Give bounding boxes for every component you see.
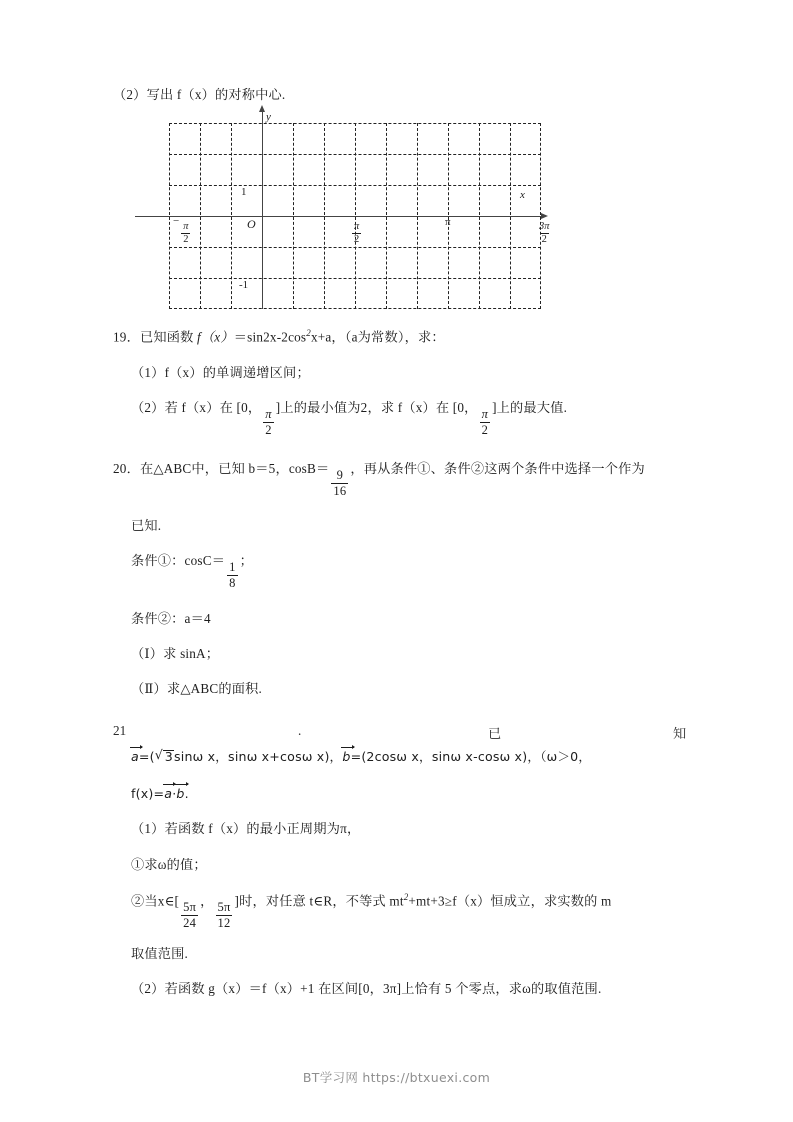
y-axis-arrow-icon — [259, 105, 265, 112]
q20-stem — [113, 462, 713, 497]
q21-fx-post: . — [184, 785, 189, 801]
gridline-horizontal — [169, 247, 541, 248]
fraction-5pi-over-24: $\frac{5\pi}{24}$ — [183, 900, 197, 930]
fraction-pi-over-2: $\frac{\pi}{2}$ — [481, 407, 489, 437]
question-19 — [113, 329, 713, 436]
vector-b: b — [176, 785, 185, 801]
minus-sign: − — [173, 215, 180, 228]
q19-part2 — [113, 401, 713, 436]
q19-stem-eq: ＝sin2x‑2cos — [233, 329, 307, 345]
q21-sub1: ①求ω的值； — [131, 856, 207, 872]
x-tick-pi-over-2 — [350, 215, 363, 246]
q21-sub2-b: ]时，对任意 t∈R，不等式 mt — [234, 893, 404, 909]
q21-sparse-header — [113, 723, 713, 742]
gridline-horizontal — [169, 278, 541, 279]
y-tick-neg1: -1 — [239, 279, 249, 292]
x-tick-pi: π — [445, 216, 451, 229]
q21-part1: （1）若函数 f（x）的最小正周期为π， — [131, 821, 361, 837]
x-axis-label: x — [520, 189, 525, 202]
gridline-horizontal — [169, 154, 541, 155]
q21-part2: （2）若函数 g（x）＝f（x）+1 在区间[0，3π]上恰有 5 个零点，求ω的取值范围. — [131, 981, 602, 997]
q20-condition-1 — [113, 554, 713, 589]
q19-part2-a: （2）若 f（x）在 [0， — [131, 400, 262, 415]
q21-eq1: =( — [138, 749, 155, 765]
q20-stem-cont: 已知. — [131, 518, 162, 534]
q19-part1: （1）f（x）的单调递增区间； — [131, 364, 310, 380]
q21-sub2-cont: 取值范围. — [131, 946, 189, 962]
q20-stem-a: 20．在△ABC中，已知 b＝5，cosB＝ — [113, 461, 330, 477]
q20-cond1-b: ； — [239, 553, 253, 569]
q21-vector-definition — [113, 749, 713, 764]
dot-product-operator: · — [172, 785, 177, 801]
q18-part2: （2）写出 f（x）的对称中心. — [113, 87, 286, 102]
x-axis — [135, 216, 541, 217]
q19-part2-b: ]上的最小值为2，求 f（x）在 [0， — [275, 400, 478, 415]
q19-part2-c: ]上的最大值. — [492, 400, 568, 415]
vector-a: a — [164, 785, 173, 801]
coordinate-graph-figure — [135, 111, 550, 311]
q21-exponent: 2 — [403, 891, 409, 902]
x-tick-3pi-over-2 — [535, 215, 553, 246]
q21-dot: . — [298, 723, 302, 739]
q21-fx-definition — [113, 786, 713, 801]
q20-part-1: （Ⅰ）求 sinA； — [131, 645, 220, 661]
y-axis — [262, 111, 263, 309]
y-axis-label: y — [266, 111, 271, 124]
question-21 — [113, 723, 713, 996]
x-tick-neg-pi-over-2 — [173, 215, 192, 246]
fraction: $\frac{\pi}{2}$ — [354, 220, 360, 246]
q21-sub2 — [113, 893, 713, 930]
fraction-pi-over-2: $\frac{\pi}{2}$ — [265, 407, 272, 437]
sqrt-3: √ 3 — [154, 747, 174, 765]
q21-sub2-c: +mt+3≥f（x）恒成立，求实数的 m — [408, 893, 612, 909]
q19-stem-post: x+a，（a为常数），求： — [310, 329, 445, 345]
q19-stem-pre: 19．已知函数 — [113, 329, 198, 345]
gridline-horizontal — [169, 185, 541, 186]
fraction: $\frac{3\pi}{2}$ — [539, 220, 550, 246]
q20-part-2: （Ⅱ）求△ABC的面积. — [131, 680, 263, 696]
q19-exponent: 2 — [306, 328, 311, 339]
q21-number: 21 — [113, 723, 127, 739]
fraction-5pi-over-12: $\frac{5\pi}{12}$ — [217, 900, 231, 930]
q21-char-zhi: 知 — [673, 726, 687, 742]
footer-watermark: BT学习网 https://btxuexi.com — [302, 1070, 491, 1085]
fraction: $\frac{\pi}{2}$ — [183, 220, 189, 246]
gridline-horizontal — [169, 123, 541, 124]
vector-b: b — [342, 749, 351, 765]
q19-fx: f（x） — [197, 329, 234, 345]
document-content — [113, 88, 713, 996]
q21-t1: sinω x，sinω x+cosω x)， — [174, 749, 343, 765]
fraction-9-over-16: $\frac{9}{16}$ — [333, 468, 347, 498]
q20-stem-b: ，再从条件①、条件②这两个条件中选择一个作为 — [350, 461, 645, 477]
q21-sub2-a: ②当x∈[ — [131, 893, 180, 909]
q20-cond1-a: 条件①：cosC＝ — [131, 553, 226, 569]
q21-sub2-mid: ， — [200, 893, 214, 909]
origin-label: O — [247, 217, 256, 232]
question-20 — [113, 462, 713, 695]
q20-condition-2: 条件②：a＝4 — [131, 610, 211, 626]
fraction-1-over-8: $\frac{1}{8}$ — [229, 560, 236, 590]
y-tick-1: 1 — [241, 186, 247, 199]
q21-char-yi: 已 — [488, 726, 502, 742]
gridline-horizontal — [169, 308, 541, 309]
radical-icon: √ — [154, 747, 164, 763]
q21-fx-pre: f(x)= — [131, 785, 165, 801]
q19-stem — [113, 329, 713, 344]
q21-eq2: =(2cosω x，sinω x-cosω x)，（ω＞0， — [350, 749, 592, 765]
vector-a: a — [131, 749, 139, 765]
